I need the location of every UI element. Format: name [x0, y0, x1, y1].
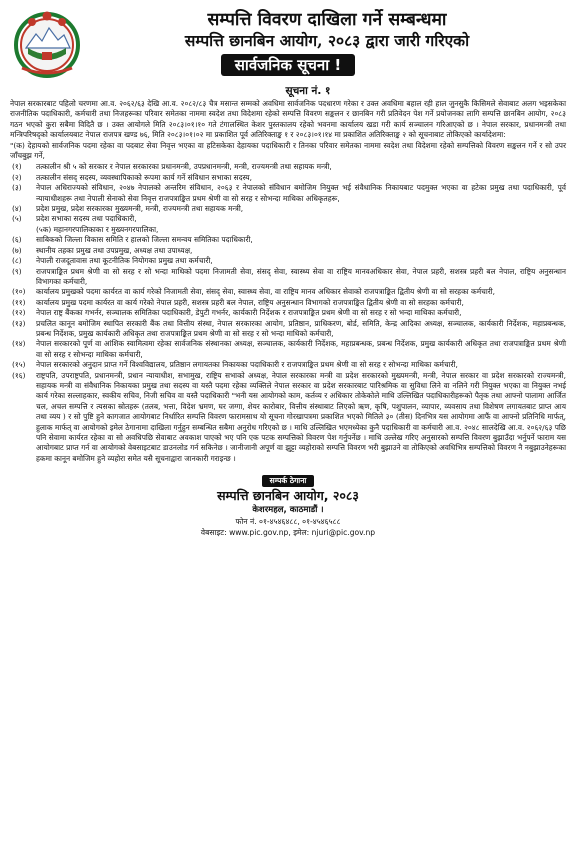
list-item — [10, 319, 566, 340]
email-label: , इमेल: — [288, 528, 310, 538]
contact-org: सम्पत्ति छानबिन आयोग, २०८३ — [217, 488, 359, 504]
notice-title: सम्पत्ति विवरण दाखिला गर्ने सम्बन्धमा — [207, 10, 447, 30]
list-item-number: (१) — [12, 162, 22, 172]
list-item — [10, 214, 566, 224]
list-item-number: (१५) — [12, 360, 26, 370]
list-item-number: (१४) — [12, 339, 26, 349]
contact-address: केशरमहल, काठमाडौं । — [252, 505, 324, 516]
list-item — [10, 298, 566, 308]
list-item — [10, 339, 566, 360]
list-item-text: नेपाल अधिराज्यको संविधान, २०४७ नेपालको अन्तरिम संविधान, २०६३ र नेपालको संविधान बमोजिम नियुक्त भई संवैधानिक निकायबाट पदमुक्त भएका वा हटेका प्रमुख तथा पदाधिकारी, पूर्व न्यायाधीशहरू तथा नेपाली सेनाको सेवा निवृत्त राजपत्राङ्कित प्रथम श्रेणी वा सो सरह र सोभन्दा माथिका अधिकृतहरू, — [36, 183, 566, 203]
list-item-text: नेपाल सरकारको अनुदान प्राप्त गर्ने विश्वविद्यालय, प्रतिष्ठान लगायतका निकायका पदाधिकारी र राजपत्राङ्कित प्रथम श्रेणी वा सो सरह र सोभन्दा माथिका कर्मचारी, — [36, 360, 458, 370]
contact-web — [10, 527, 566, 538]
clause-a: "(क) देहायको सार्वजनिक पदमा रहेका वा पदबाट सेवा निवृत्त भएका वा हटिसकेका देहायका पदाधिकारी र तिनका परिवार समेतका नाममा स्वदेश तथा विदेशमा रहेको सम्पत्तिको विवरण सङ्कलन गर्ने र सो उपर जाँचबुझ गर्ने, — [10, 140, 566, 161]
list-item-number: (११) — [12, 297, 26, 307]
list-item-text: कार्यालय प्रमुखको पदमा कार्यरत वा कार्य गरेको निजामती सेवा, संसद् सेवा, स्वास्थ्य सेवा, वा राष्ट्रिय मानव अधिकार सेवाको राजपत्राङ्कित द्वितीय श्रेणी वा सो सरहका कर्मचारी, — [36, 287, 496, 297]
list-item-text: तत्कालीन श्री ५ को सरकार र नेपाल सरकारका प्रधानमन्त्री, उपप्रधानमन्त्री, मन्त्री, राज्यमन्त्री तथा सहायक मन्त्री, — [36, 162, 332, 172]
list-item-number: (३) — [12, 183, 22, 193]
list-item — [10, 371, 566, 465]
list-item-number: (९) — [12, 266, 22, 276]
list-item-number: (७) — [12, 245, 22, 255]
list-item — [10, 360, 566, 370]
list-item — [10, 173, 566, 183]
list-item — [10, 204, 566, 214]
list-item-text: नेपाल राष्ट्र बैंकका गभर्नर, सञ्चालक समितिका पदाधिकारी, डेपुटी गभर्नर, कार्यकारी निर्देशक र राजपत्राङ्कित प्रथम श्रेणी वा सो सरह र सो भन्दा माथिका कर्मचारी, — [36, 308, 462, 318]
list-item-text: राष्ट्रपति, उपराष्ट्रपति, प्रधानमन्त्री, प्रधान न्यायाधीश, सभामुख, राष्ट्रिय सभाको अध्यक्ष, नेपाल सरकारका मन्त्री वा प्रदेश सरकारको मुख्यमन्त्री, मन्त्री, नेपाल सरकार वा प्रदेश सरकारको राज्यमन्त्री, सहायक मन्त्री वा संवैधानिक निकायका प्रमुख तथा सदस्य वा यस्तै पदमा रहेका व्यक्तिले नेपाल सरकार वा प्रदेश सरकारबाट पारिश्रमिक वा सुविधा लिने वा नलिने गरी नियुक्त भएका वा नियुक्त नभई कार्य गरेका सल्लाहकार, स्वकीय सचिव, निजी सचिव वा यस्तै पदाधिकारी "भनी यस आयोगको काम, कर्तव्य र अधिकार तोकेकोले माथि उल्लिखित पदाधिकारीहरूको पैतृक तथा आफ्नो पालामा आर्जित चल, अचल सम्पत्ति र त्यसका स्रोतहरू (तलब, भत्ता, विदेश भ्रमण, घर जग्गा, शेयर कारोबार, वित्तीय संस्थाबाट लिएको ऋण, कृषि, पशुपालन, व्यापार, व्यवसाय तथा विशेषण लगायतबाट प्राप्त आय तथा व्यय ) र सो पुष्टि हुने कागजात आयोगबाट निर्धारित सम्पत्ति विवरण फारामसाथ यो सूचना गोरखापत्रमा प्रकाशित भएको मितिले ३० (तीस) दिनभित्र यस आयोगमा आफैं वा आफ्नो प्रतिनिधि मार्फत्, हुलाक मार्फत् वा आयोगको इमेल ठेगानामा दाखिला गर्नुहुन सम्बन्धित सबैमा अनुरोध गरिएको छ । माथि उल्लिखित भएमध्येका कुनै पदाधिकारी वा कर्मचारी आ.व. २०४८ सालदेखि आ.व. २०६२/६३ पछि पनि सेवामा कार्यरत रहेका वा सो अवधिपछि सेवाबाट अवकाश पाएको भए पनि एक पटक सम्पत्तिको विवरण पेश गर्नुपर्नेछ । माथि उल्लेख गरिए अनुसारको सम्पत्ति विवरण बुझाउँदा भर्नुपर्ने फाराम यस आयोगबाट प्राप्त गर्न वा आयोगको वेबसाइटबाट डाउनलोड गर्न सकिनेछ । जानीजानी अपूर्ण वा झुट्टा व्यहोराको सम्पत्ति विवरण भरी बुझाउने वा तोकिएको अवधिभित्र सम्पत्तिको विवरण नै नबुझाउनेहरूका हकमा कानून बमोजिम हुने व्यहोरा समेत यसै सूचनाद्वारा जानकारी गराइन्छ । — [36, 370, 566, 463]
list-item-text: राजपत्राङ्कित प्रथम श्रेणी वा सो सरह र सो भन्दा माथिको पदमा निजामती सेवा, संसद् सेवा, स्वास्थ्य सेवा वा राष्ट्रिय मानवअधिकार सेवा, नेपाल प्रहरी, सशस्त्र प्रहरी बल नेपाल, राष्ट्रिय अनुसन्धान विभागका कर्मचारी, — [36, 266, 566, 286]
notice-number: सूचना नं. १ — [285, 85, 331, 97]
intro-paragraph: नेपाल सरकारबाट पहिलो चरणमा आ.व. २०६२/६३ देखि आ.व. २०८२/८३ चैत्र मसान्त सम्मको अवधिमा सार्वजनिक पदधारण गरेका र उक्त अवधिमा बहाल रही हाल जुनसुकै किसिमले सेवाबाट अलग भइसकेका राजनीतिक पदाधिकारी, कर्मचारी तथा निजहरूका परिवार समेतका नाममा स्वदेश तथा विदेशमा रहेको सम्पत्ति विवरण सङ्कलन र छानबिन गरी प्रतिवेदन पेश गर्ने प्रयोजनका लागि सम्पत्ति छानबिन आयोग, २०८३ गठन भएको कुरा सबैमा विदितै छ । उक्त आयोगले मिति २०८३।०१।१० गते टंगालस्थित केशर पुस्तकालय रहेको भवनमा कार्यालय खडा गरी कार्य सञ्चालन गरिआएको छ । नेपाल सरकार, प्रधानमन्त्री तथा मन्त्रिपरिषद्को कार्यालयबाट नेपाल राजपत्र खण्ड ७६, मिति २०८३।०१।०२ मा प्रकाशित पूर्व अतिरिक्ताङ्क १ र २०८३।०१।१४ मा प्रकाशित अतिरिक्ताङ्क २ को सूचनाबाट तोकिएको कार्यादेशमा: — [10, 99, 566, 140]
list-item-text: प्रदेश सभाका सदस्य तथा पदाधिकारी, — [36, 214, 137, 224]
list-item-number: (१६) — [12, 370, 26, 380]
list-item-text: नेपाली राजदूतावास तथा कूटनीतिक नियोगका प्रमुख तथा कर्मचारी, — [36, 256, 213, 266]
list-item-number: (६) — [12, 235, 22, 245]
list-item — [10, 235, 566, 245]
official-categories-list — [10, 162, 566, 464]
notice-body — [10, 99, 566, 161]
list-item-number: (२) — [12, 172, 22, 182]
list-item — [10, 183, 566, 204]
website-label: वेबसाइट: — [200, 528, 227, 538]
list-item — [10, 256, 566, 266]
list-item-text: प्रदेश प्रमुख, प्रदेश सरकारका मुख्यमन्त्री, मन्त्री, राज्यमन्त्री तथा सहायक मन्त्री, — [36, 204, 244, 214]
contact-label: सम्पर्क ठेगाना — [262, 475, 315, 487]
list-item — [10, 287, 566, 297]
notice-subtitle: सम्पत्ति छानबिन आयोग, २०८३ द्वारा जारी गरिएको — [184, 31, 470, 50]
list-item-number: (१२) — [12, 308, 26, 318]
header — [10, 6, 566, 80]
website-link[interactable]: www.pic.gov.np — [229, 528, 289, 538]
list-item-text: प्रचलित कानून बमोजिम स्थापित सरकारी बैंक तथा वित्तीय संस्था, नेपाल सरकारका आयोग, प्रतिष्ठान, प्राधिकरण, बोर्ड, समिति, केन्द्र आदिका अध्यक्ष, सञ्चालक, कार्यकारी निर्देशक, महाप्रबन्धक, प्रबन्ध निर्देशक, प्रमुख कार्यकारी अधिकृत तथा राजपत्राङ्कित प्रथम श्रेणी वा सो सरह र सो भन्दा माथिको कर्मचारी, — [36, 318, 566, 338]
list-item-text: स्थानीय तहका प्रमुख तथा उपप्रमुख, अध्यक्ष तथा उपाध्यक्ष, — [36, 245, 193, 255]
list-item — [10, 162, 566, 172]
list-item-number: (१०) — [12, 287, 26, 297]
contact-block — [10, 468, 566, 538]
list-subitem: (५क) महानगरपालिकाका र मुख्यनगरपालिका, — [36, 224, 159, 234]
list-item — [10, 267, 566, 288]
list-item-text: साबिकको जिल्ला विकास समिति र हालको जिल्ला समन्वय समितिका पदाधिकारी, — [36, 235, 253, 245]
list-item-number: (१३) — [12, 318, 26, 328]
list-item-number: (४) — [12, 204, 22, 214]
list-item-number: (८) — [12, 256, 22, 266]
list-item-text: कार्यालय प्रमुख पदमा कार्यरत वा कार्य गरेको नेपाल प्रहरी, सशस्त्र प्रहरी बल नेपाल, राष्ट्रिय अनुसन्धान विभागको राजपत्राङ्कित द्वितीय श्रेणी वा सो सरहका कर्मचारी, — [36, 297, 464, 307]
list-item — [10, 246, 566, 256]
contact-phone: फोन नं. ०१-४५४६४८८, ०१-४५४६५८८ — [235, 517, 341, 527]
list-item — [10, 308, 566, 318]
email-link[interactable]: njuri@pic.gov.np — [311, 528, 376, 538]
list-item-number: (५) — [12, 214, 22, 224]
list-item-text: नेपाल सरकारको पूर्ण वा आंशिक स्वामित्वमा रहेका सार्वजनिक संस्थानका अध्यक्ष, सञ्चालक, कार्यकारी निर्देशक, महाप्रबन्धक, प्रबन्ध निर्देशक, प्रमुख कार्यकारी अधिकृत तथा राजपत्राङ्कित प्रथम श्रेणी वा सो सरह र सोभन्दा माथिका कर्मचारी, — [36, 339, 566, 359]
public-notice-banner: सार्वजनिक सूचना ! — [221, 54, 355, 76]
list-item-text: तत्कालीन संसद् सदस्य, व्यवस्थापिकाको रूपमा कार्य गर्ने संविधान सभाका सदस्य, — [36, 172, 253, 182]
